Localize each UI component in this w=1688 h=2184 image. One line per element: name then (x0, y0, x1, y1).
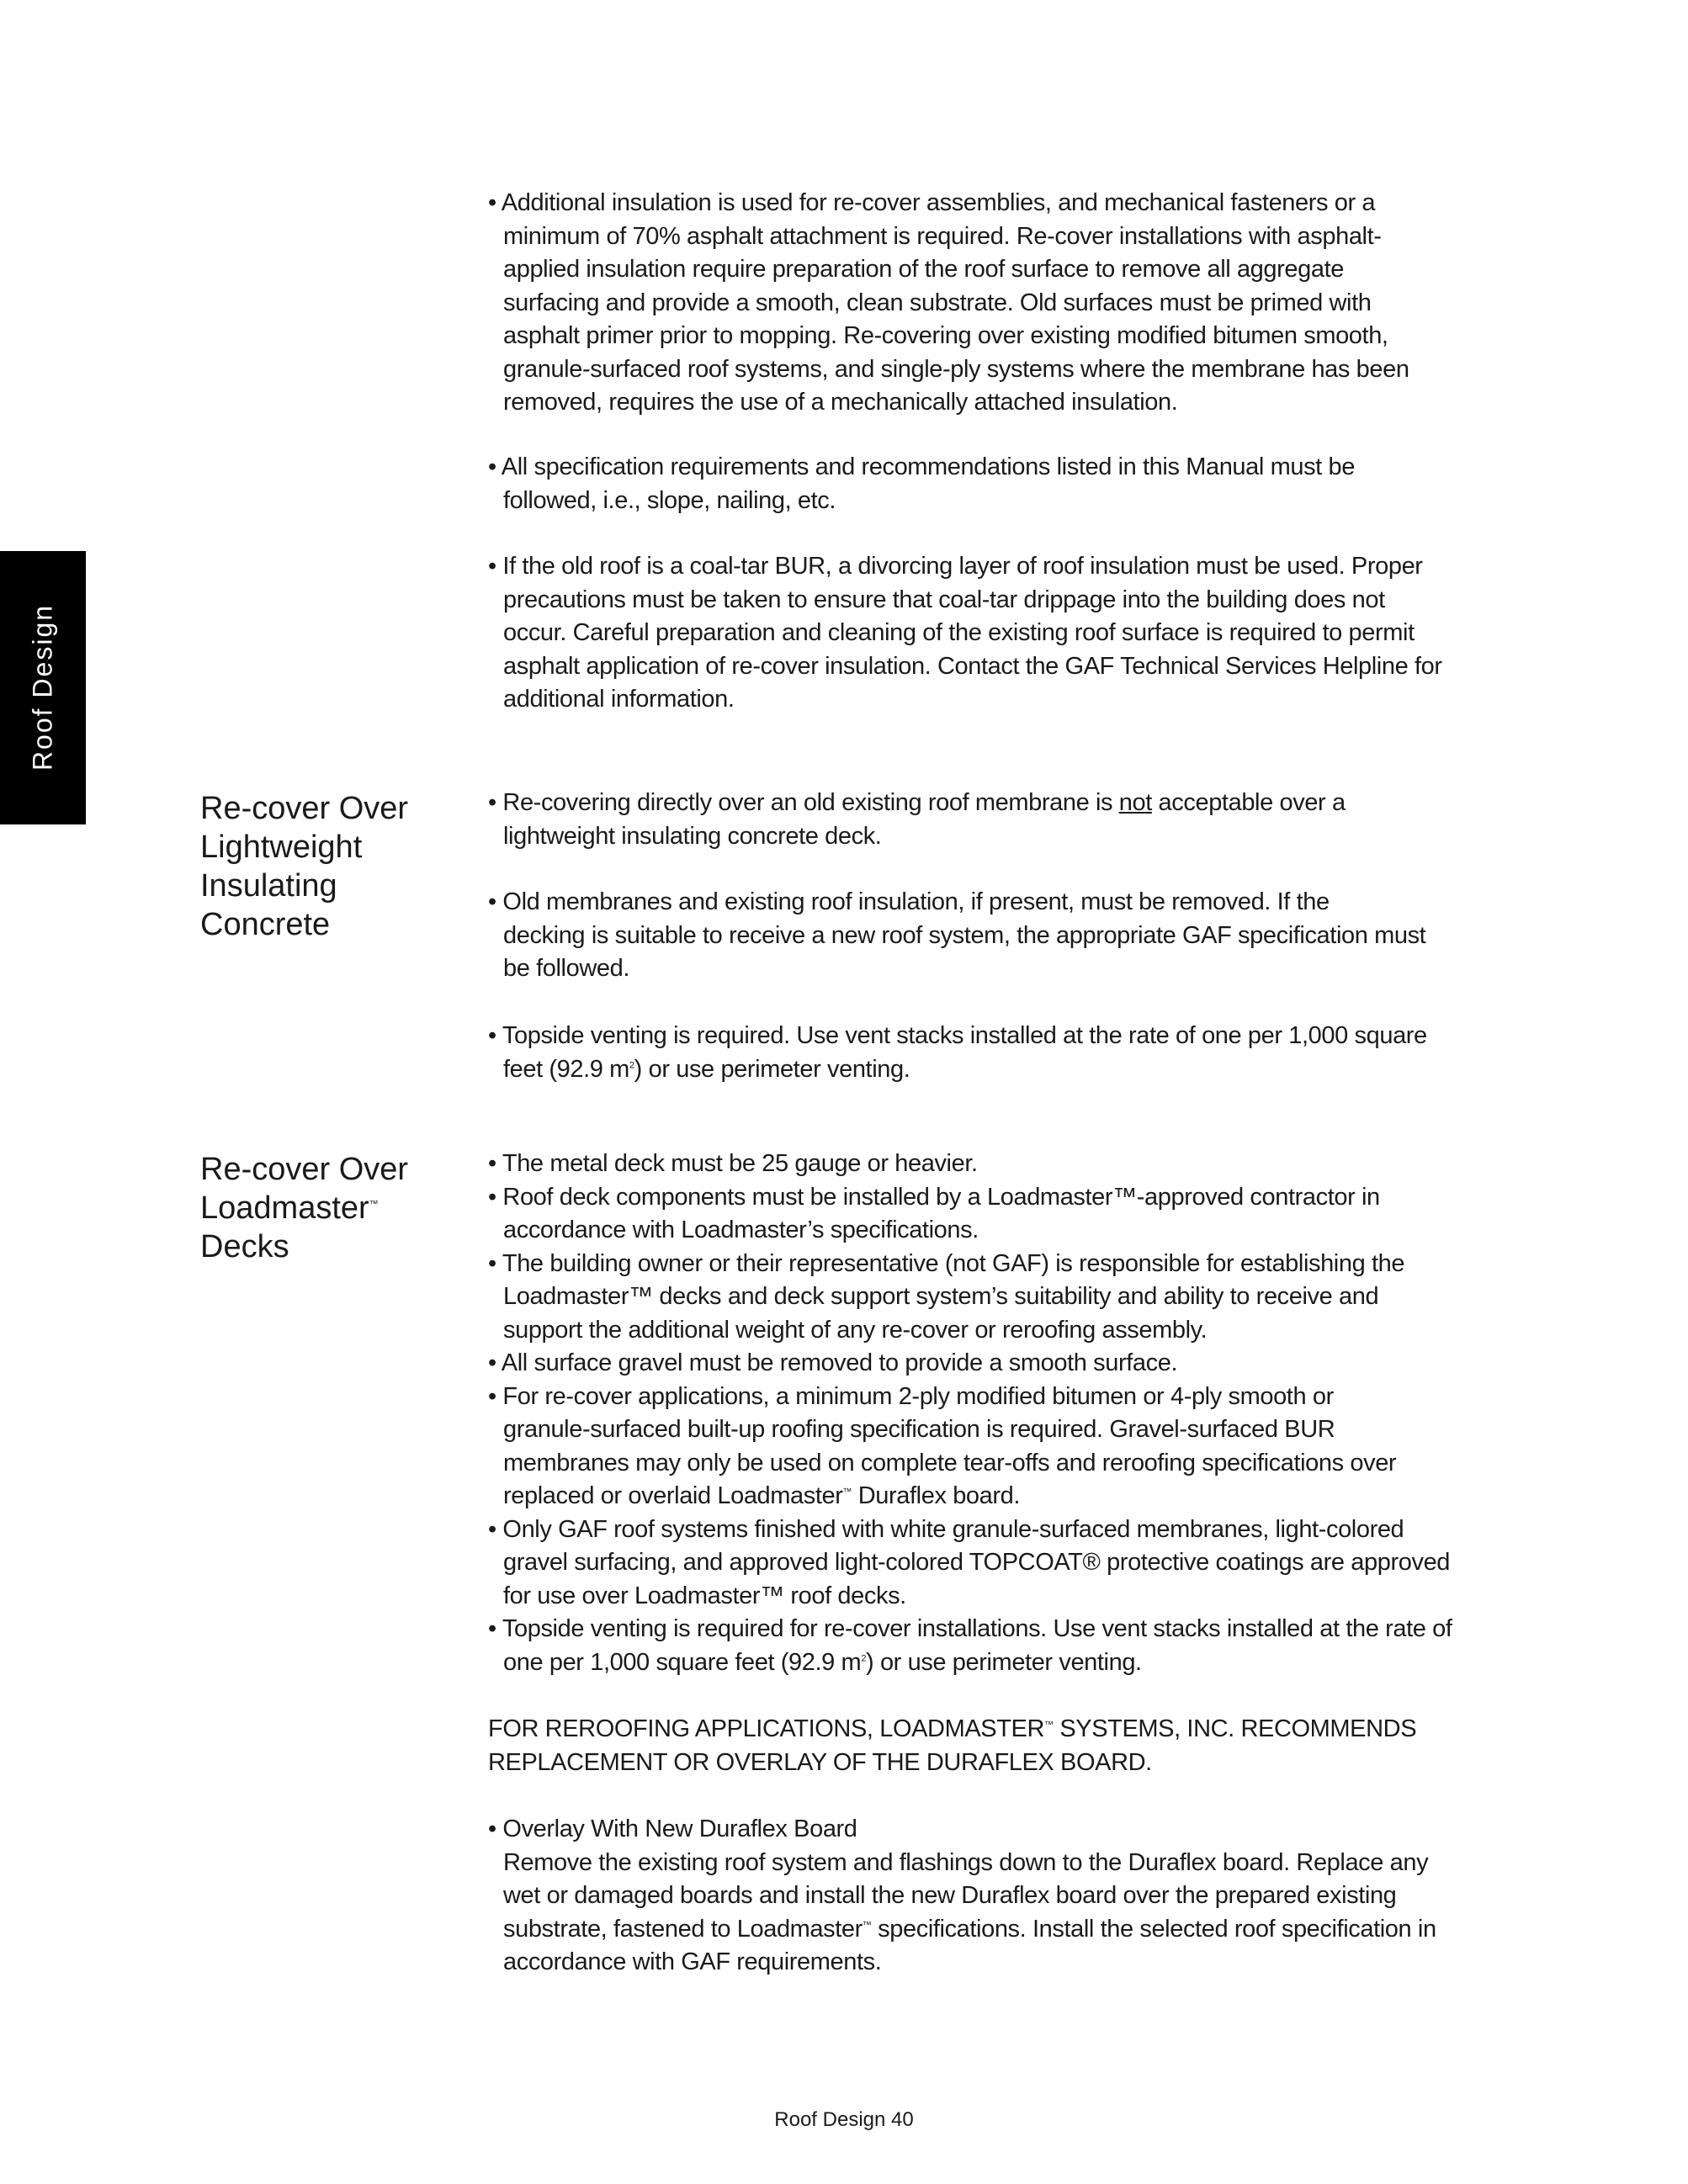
text-line: support the additional weight of any re-cover or reroofing assembly. (503, 1316, 1208, 1344)
text-line: followed, i.e., slope, nailing, etc. (503, 486, 836, 514)
text-span: substrate, fastened to Loadmaster (503, 1915, 863, 1943)
heading-line: Lightweight (200, 830, 363, 865)
text-line: Loadmaster™ decks and deck support system’s suitability and ability to receive and (503, 1283, 1379, 1310)
side-tab (0, 551, 86, 824)
list-item: • For re-cover applications, a minimum 2-ply modified bitumen or 4-ply smooth or (488, 1382, 1334, 1410)
loadmaster-list (488, 1148, 1498, 1679)
list-item: • Only GAF roof systems finished with white granule-surfaced membranes, light-colored (488, 1515, 1404, 1543)
heading-line: Decks (200, 1229, 289, 1264)
text-span: ) or use perimeter venting. (634, 1055, 910, 1083)
lightweight-paragraph (488, 886, 1498, 986)
text-span: specifications. Install the selected roof specification in (871, 1915, 1436, 1943)
text-line (488, 1913, 1498, 1947)
section-heading-loadmaster (200, 1150, 408, 1266)
heading-line (200, 1189, 408, 1227)
text-span: ) or use perimeter venting. (866, 1648, 1142, 1676)
text-span: acceptable over a (1151, 789, 1346, 816)
text-line: accordance with GAF requirements. (503, 1948, 882, 1975)
lightweight-paragraph (488, 787, 1498, 853)
overlay-paragraph (488, 1813, 1498, 1980)
text-line: gravel surfacing, and approved light-colored TOPCOAT® protective coatings are approved (503, 1549, 1451, 1576)
text-span: replaced or overlaid Loadmaster (503, 1482, 843, 1509)
list-item: • All surface gravel must be removed to provide a smooth surface. (488, 1349, 1178, 1376)
intro-paragraph (488, 187, 1498, 420)
side-tab-label: Roof Design (27, 603, 58, 771)
intro-section (488, 187, 1498, 420)
text-span: FOR REROOFING APPLICATIONS, LOADMASTER (488, 1715, 1045, 1742)
text-line: asphalt primer prior to mopping. Re-covering over existing modified bitumen smooth, (503, 322, 1388, 349)
intro-paragraph (488, 550, 1498, 717)
text-line: precautions must be taken to ensure that coal-tar drippage into the building does not (503, 586, 1385, 613)
text-line: be followed. (503, 955, 629, 982)
loadmaster-caps-notice (488, 1713, 1498, 1779)
text-line (488, 1713, 1498, 1747)
page-footer: Roof Design 40 (774, 2108, 914, 2131)
text-line: for use over Loadmaster™ roof decks. (503, 1582, 906, 1609)
text-span: Duraflex board. (852, 1482, 1021, 1509)
heading-line: Re-cover Over (200, 791, 409, 826)
text-line: minimum of 70% asphalt attachment is required. Re-cover installations with asphalt- (503, 222, 1382, 250)
text-line: lightweight insulating concrete deck. (503, 822, 882, 850)
text-line: • All specification requirements and recommendations listed in this Manual must be (488, 453, 1355, 480)
text-line (488, 1480, 1498, 1513)
heading-line: Re-cover Over (200, 1152, 409, 1187)
text-line: asphalt application of re-cover insulation. Contact the GAF Technical Services Helpline for (503, 652, 1442, 680)
text-line: Remove the existing roof system and flashings down to the Duraflex board. Replace any (503, 1848, 1429, 1876)
text-line: accordance with Loadmaster’s specifications. (503, 1217, 979, 1243)
lightweight-paragraph (488, 1020, 1498, 1086)
text-line: • Old membranes and existing roof insulation, if present, must be removed. If the (488, 888, 1330, 915)
text-line: granule-surfaced roof systems, and single-ply systems where the membrane has been (503, 355, 1409, 383)
text-line: removed, requires the use of a mechanically attached insulation. (503, 389, 1178, 416)
text-line: • Additional insulation is used for re-cover assemblies, and mechanical fasteners or a (488, 189, 1376, 216)
text-line: granule-surfaced built-up roofing specification is required. Gravel-surfaced BUR (503, 1416, 1335, 1443)
text-line: additional information. (503, 686, 735, 713)
list-item: • Topside venting is required for re-cover installations. Use vent stacks installed at the rate of (488, 1615, 1452, 1642)
section-heading-lightweight (200, 789, 408, 944)
text-line (488, 1053, 1498, 1087)
intro-paragraph (488, 451, 1498, 517)
list-item: • Roof deck components must be installed by a Loadmaster™-approved contractor in (488, 1183, 1380, 1211)
list-item: • The building owner or their representative (not GAF) is responsible for establishing the (488, 1249, 1405, 1277)
text-line: applied insulation require preparation of the roof surface to remove all aggregate (503, 256, 1344, 283)
emphasis-text: not (1118, 789, 1152, 816)
text-line: occur. Careful preparation and cleaning of the existing roof surface is required to permit (503, 619, 1415, 646)
text-span: one per 1,000 square feet (92.9 m (503, 1648, 862, 1676)
text-line: REPLACEMENT OR OVERLAY OF THE DURAFLEX BOARD. (488, 1748, 1152, 1776)
trademark: ™ (1044, 1720, 1054, 1731)
heading-line: Insulating (200, 868, 337, 904)
text-line: membranes may only be used on complete tear-offs and reroofing specifications over (503, 1449, 1397, 1476)
text-line: decking is suitable to receive a new roof system, the appropriate GAF specification must (503, 921, 1426, 949)
trademark: ™ (842, 1487, 852, 1498)
text-line (488, 787, 1498, 820)
text-span: • Re-covering directly over an old existing roof membrane is (488, 789, 1119, 816)
heading-span: Loadmaster (200, 1190, 369, 1226)
text-line: wet or damaged boards and install the new Duraflex board over the prepared existing (503, 1882, 1397, 1909)
text-line (488, 1646, 1498, 1680)
text-line: surfacing and provide a smooth, clean substrate. Old surfaces must be primed with (503, 289, 1372, 316)
heading-line: Concrete (200, 907, 331, 942)
text-line: • If the old roof is a coal-tar BUR, a divorcing layer of roof insulation must be used. Proper (488, 553, 1423, 580)
text-span: SYSTEMS, INC. RECOMMENDS (1053, 1715, 1417, 1742)
superscript: 2 (861, 1652, 867, 1663)
text-line: • Topside venting is required. Use vent stacks installed at the rate of one per 1,000 square (488, 1022, 1427, 1049)
text-span: feet (92.9 m (503, 1055, 629, 1083)
list-item: • Overlay With New Duraflex Board (488, 1816, 857, 1842)
trademark: ™ (862, 1919, 872, 1930)
superscript: 2 (629, 1059, 634, 1070)
trademark: ™ (369, 1199, 379, 1210)
list-item: • The metal deck must be 25 gauge or heavier. (488, 1150, 978, 1177)
